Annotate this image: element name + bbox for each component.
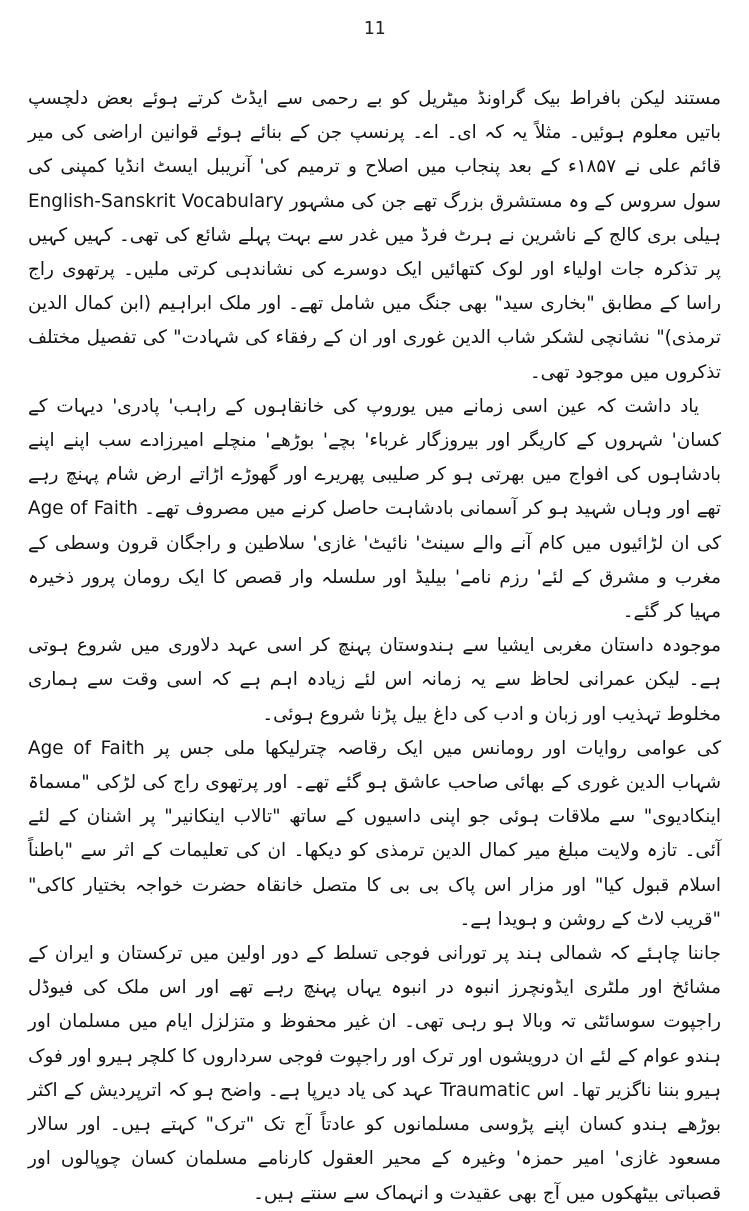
paragraph-5: جاننا چاہئے کہ شمالی ہند پر تورانی فوجی تسلط کے دور اولین میں ترکستان و ایران کے مشائخ اور ملٹری ایڈونچرز انبوہ در انبوہ یہاں پہنچ رہے تھے اور اس ملک کی فیوڈل راجپوت سوسائٹی تہ وبالا ہو رہی تھی۔ ان غیر محفوظ و متزلزل ایام میں مسلمان اور ہندو عوام کے لئے ان درویشوں اور ترک اور راجپوت فوجی سرداروں کا کلچر ہیرو اور فوک ہیرو بننا ناگزیر تھا۔ اس Traumatic عہد کی یاد دیرپا ہے۔ واضح ہو کہ اترپردیش کے اکثر بوڑھے ہندو کسان اپنے پڑوسی مسلمانوں کو عادتاً آج تک "ترک" کہتے ہیں۔ اور سالار مسعود غازی' امیر حمزہ' وغیرہ کے محیر العقول کارنامے مسلمان کسان چوپالوں اور قصباتی بیٹھکوں میں آج بھی عقیدت و انہماک سے سنتے ہیں۔ <box>28 943 721 1204</box>
paragraph-2: یاد داشت کہ عین اسی زمانے میں یوروپ کی خانقاہوں کے راہب' پادری' دیہات کے کسان' شہروں کے کاریگر اور بیروزگار غرباء' بچے' بوڑھے' منچلے امیرزادے سب اپنے اپنے بادشاہوں کی افواج میں بھرتی ہو کر صلیبی پھریرے اور گھوڑے اڑاتے ارض شام پہنچ رہے تھے اور وہاں شہید ہو کر آسمانی بادشاہت حاصل کرنے میں مصروف تھے۔ Age of Faith کی ان لڑائیوں میں کام آنے والے سینٹ' نائیٹ' غازی' سلاطین و راجگان قرون وسطی کے مغرب و مشرق کے لئے' رزم نامے' بیلیڈ اور سلسلہ وار قصص کا ایک رومان پرور ذخیرہ مہیا کر گئے۔ <box>28 395 722 623</box>
paragraph-3: موجودہ داستان مغربی ایشیا سے ہندوستان پہنچ کر اسی عہد دلاوری میں شروع ہوتی ہے۔ لیکن عمرانی لحاظ سے یہ زمانہ اس لئے زیادہ اہم ہے کہ اسی وقت سے ہماری مخلوط تہذیب اور زبان و ادب کی داغ بیل پڑنا شروع ہوئی۔ <box>28 635 721 725</box>
page-number: 11 <box>363 18 386 39</box>
body-text <box>28 82 721 1211</box>
paragraph-4: Age of Faith کی عوامی روایات اور رومانس میں ایک رقاصہ چترلیکھا ملی جس پر شہاب الدین غوری کے بھائی صاحب عاشق ہو گئے تھے۔ اور پرتھوی راج کی لڑکی "مسماۃ اینکادیوی" سے ملاقات ہوئی جو اپنی داسیوں کے ساتھ "تالاب اینکانیر" پر اشنان کے لئے آئی۔ تازہ ولایت مبلغ میر کمال الدین ترمذی کو دیکھا۔ ان کی تعلیمات کے اثر سے "باطناً اسلام قبول کیا" اور مزار اس پاک بی بی کا متصل خانقاہ حضرت خواجہ بختیار کاکی" قریب لاٹ کے روشن و ہویدا ہے۔" <box>28 737 721 930</box>
paragraph-1: مستند لیکن بافراط بیک گراونڈ میٹریل کو بے رحمی سے ایڈٹ کرتے ہوئے بعض دلچسپ باتیں معلوم ہوئیں۔ مثلاً یہ کہ ای۔ اے۔ پرنسپ جن کے بنائے ہوئے قوانین اراضی کی میر قائم علی نے ۱۸۵۷ء کے بعد پنجاب میں اصلاح و ترمیم کی' آنریبل ایسٹ انڈیا کمپنی کی سول سروس کے وہ مستشرق بزرگ تھے جن کی مشہور English-Sanskrit Vocabulary ہیلی بری کالج کے ناشرین نے ہرٹ فرڈ میں غدر سے بہت پہلے شائع کی تھی۔ کہیں کہیں پر تذکرہ جات اولیاء اور لوک کتھائیں ایک دوسرے کی نشاندہی کرتی ملیں۔ پرتھوی راج راسا کے مطابق "بخاری سید" بھی جنگ میں شامل تھے۔ اور ملک ابراہیم (ابن کمال الدین ترمذی)" نشانچی لشکر شاب الدین غوری اور ان کے رفقاء کی شہادت" کی تفصیل مختلف تذکروں میں موجود تھی۔ <box>28 88 722 383</box>
